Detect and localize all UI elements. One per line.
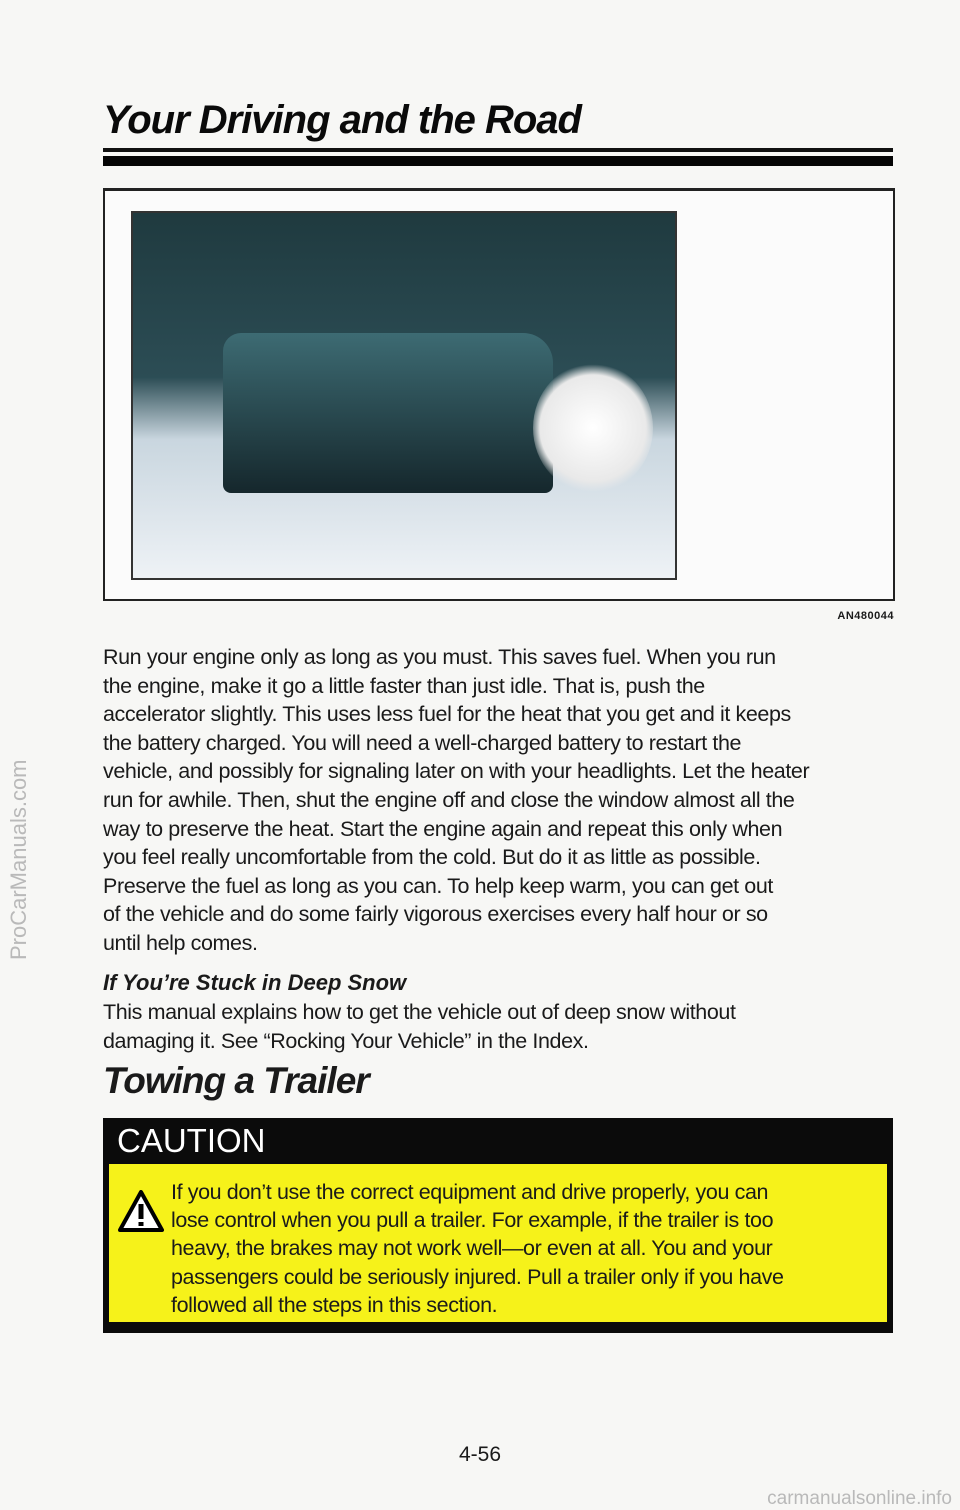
header-rule-thick — [103, 156, 893, 166]
page-number: 4-56 — [458, 1443, 502, 1466]
text-line: Run your engine only as long as you must. This saves fuel. When you run — [103, 645, 776, 669]
text-line: until help comes. — [103, 930, 258, 955]
page-title: Your Driving and the Road — [103, 98, 581, 142]
text-line: Preserve the fuel as long as you can. To help keep warm, you can get out — [103, 873, 773, 898]
deep-snow-paragraph — [103, 998, 736, 1055]
text-line: This manual explains how to get the vehicle out of deep snow without — [103, 1000, 736, 1024]
text-line: you feel really uncomfortable from the cold. But do it as little as possible. — [103, 845, 761, 870]
text-line: run for awhile. Then, shut the engine off and close the window almost all the — [103, 787, 795, 812]
warning-triangle-icon — [118, 1190, 164, 1232]
caution-box — [103, 1118, 893, 1333]
exhaust-snow-cloud — [533, 363, 653, 493]
figure-code: AN480044 — [837, 610, 894, 622]
text-line: vehicle, and possibly for signaling later on with your headlights. Let the heater — [103, 759, 810, 784]
text-line: accelerator slightly. This uses less fuel for the heat that you get and it keeps — [103, 702, 791, 727]
caution-body — [109, 1164, 887, 1322]
text-line: the battery charged. You will need a well-charged battery to restart the — [103, 730, 742, 755]
text-line: lose control when you pull a trailer. For example, if the trailer is too — [171, 1208, 774, 1233]
side-watermark: ProCarManuals.com — [6, 759, 31, 960]
snowbound-van-illustration — [131, 211, 677, 580]
text-line: heavy, the brakes may not work well—or even at all. You and your — [171, 1236, 773, 1261]
text-line: damaging it. See “Rocking Your Vehicle” in the Index. — [103, 1028, 589, 1053]
footer-watermark: carmanualsonline.info — [767, 1488, 952, 1509]
text-line: If you don’t use the correct equipment and drive properly, you can — [171, 1180, 769, 1204]
subheading-deep-snow: If You’re Stuck in Deep Snow — [103, 970, 407, 995]
text-line: followed all the steps in this section. — [171, 1292, 498, 1317]
figure-frame — [103, 188, 895, 601]
text-line: the engine, make it go a little faster than just idle. That is, push the — [103, 673, 705, 698]
van-shape — [223, 333, 553, 493]
caution-text — [171, 1178, 784, 1319]
text-line: of the vehicle and do some fairly vigorous exercises every half hour or so — [103, 902, 768, 927]
caution-label: CAUTION — [117, 1122, 266, 1159]
text-line: way to preserve the heat. Start the engine again and repeat this only when — [103, 816, 783, 841]
header-rule-thin — [103, 148, 893, 152]
section-heading-towing: Towing a Trailer — [103, 1060, 369, 1101]
body-paragraph — [103, 643, 809, 958]
text-line: passengers could be seriously injured. Pull a trailer only if you have — [171, 1264, 784, 1289]
